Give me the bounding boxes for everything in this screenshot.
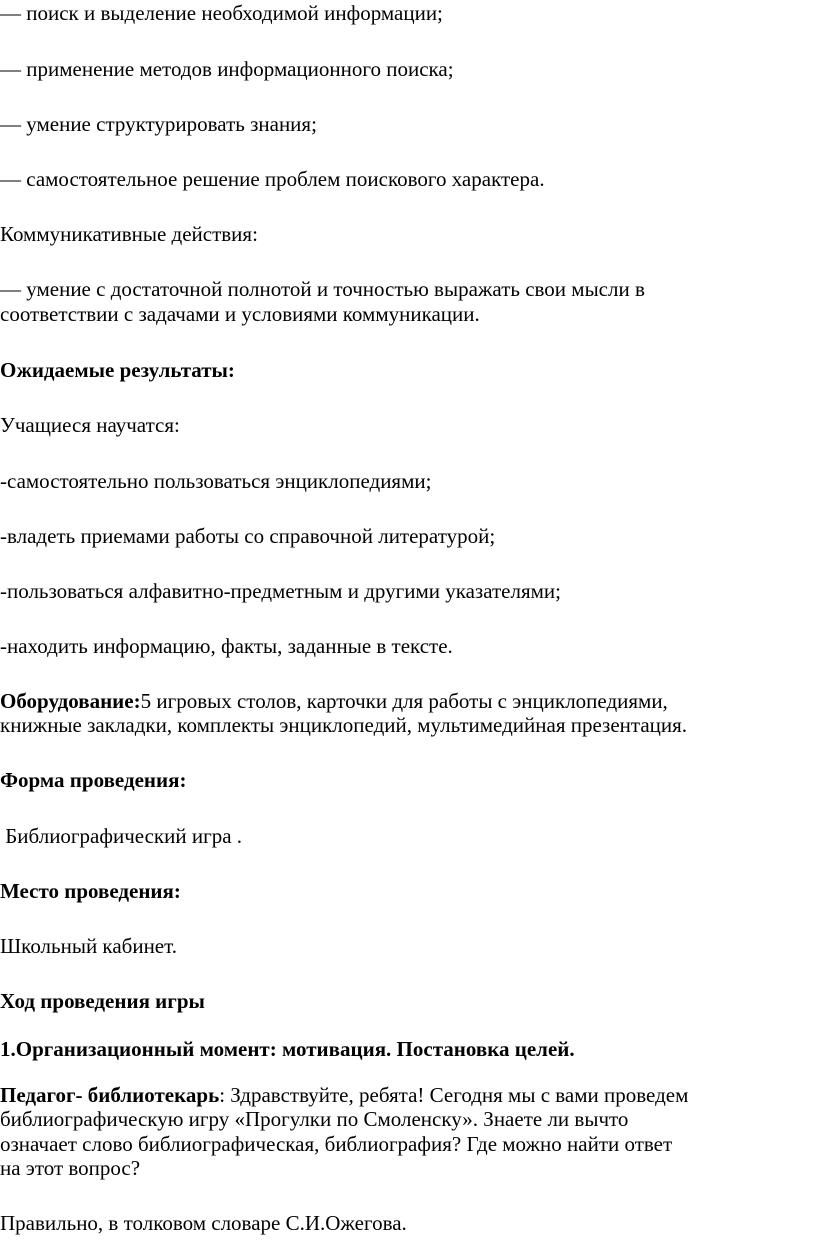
communicative-heading: Коммуникативные действия: (0, 222, 258, 246)
task-search-methods: — применение методов информационного поиска; (0, 57, 454, 81)
course-heading: Ход проведения игры (0, 989, 205, 1013)
place-value: Школьный кабинет. (0, 934, 177, 958)
results-intro: Учащиеся научатся: (0, 413, 180, 437)
results-item: -владеть приемами работы со справочной литературой; (0, 524, 496, 548)
speech-line-1 (0, 1082, 808, 1109)
speech-text: : Здравствуйте, ребята! Сегодня мы с вами проведем (219, 1083, 689, 1107)
place-label: Место проведения: (0, 879, 181, 903)
communicative-item-line-2: соответствии с задачами и условиями коммуникации. (0, 302, 480, 326)
task-structure-knowledge: — умение структурировать знания; (0, 112, 317, 136)
equipment-line-2: книжные закладки, комплекты энциклопедий, мультимедийная презентация. (0, 713, 688, 737)
equipment-line-1 (0, 688, 808, 715)
task-solve-problems: — самостоятельное решение проблем поискового характера. (0, 167, 545, 191)
equipment-text: 5 игровых столов, карточки для работы с энциклопедиями, (140, 689, 668, 713)
speaker-label: Педагог- библиотекарь (0, 1083, 220, 1107)
speech-line-2: библиографическую игру «Прогулки по Смоленску». Знаете ли вычто (0, 1107, 629, 1131)
results-item: -пользоваться алфавитно-предметным и другими указателями; (0, 579, 562, 603)
answer-line: Правильно, в толковом словаре С.И.Ожегова. (0, 1211, 407, 1235)
task-search-info: — поиск и выделение необходимой информации; (0, 1, 443, 25)
communicative-item-line-1: — умение с достаточной полнотой и точностью выражать свои мысли в (0, 277, 645, 301)
course-step-1: 1.Организационный момент: мотивация. Постановка целей. (0, 1037, 575, 1061)
form-value: Библиографический игра . (0, 824, 243, 848)
form-label: Форма проведения: (0, 768, 187, 792)
equipment-label: Оборудование: (0, 689, 141, 713)
speech-line-3: означает слово библиографическая, библиография? Где можно найти ответ (0, 1132, 673, 1156)
results-item: -самостоятельно пользоваться энциклопедиями; (0, 469, 432, 493)
speech-line-4: на этот вопрос? (0, 1156, 141, 1180)
results-heading: Ожидаемые результаты: (0, 358, 235, 382)
results-item: -находить информацию, факты, заданные в тексте. (0, 634, 453, 658)
